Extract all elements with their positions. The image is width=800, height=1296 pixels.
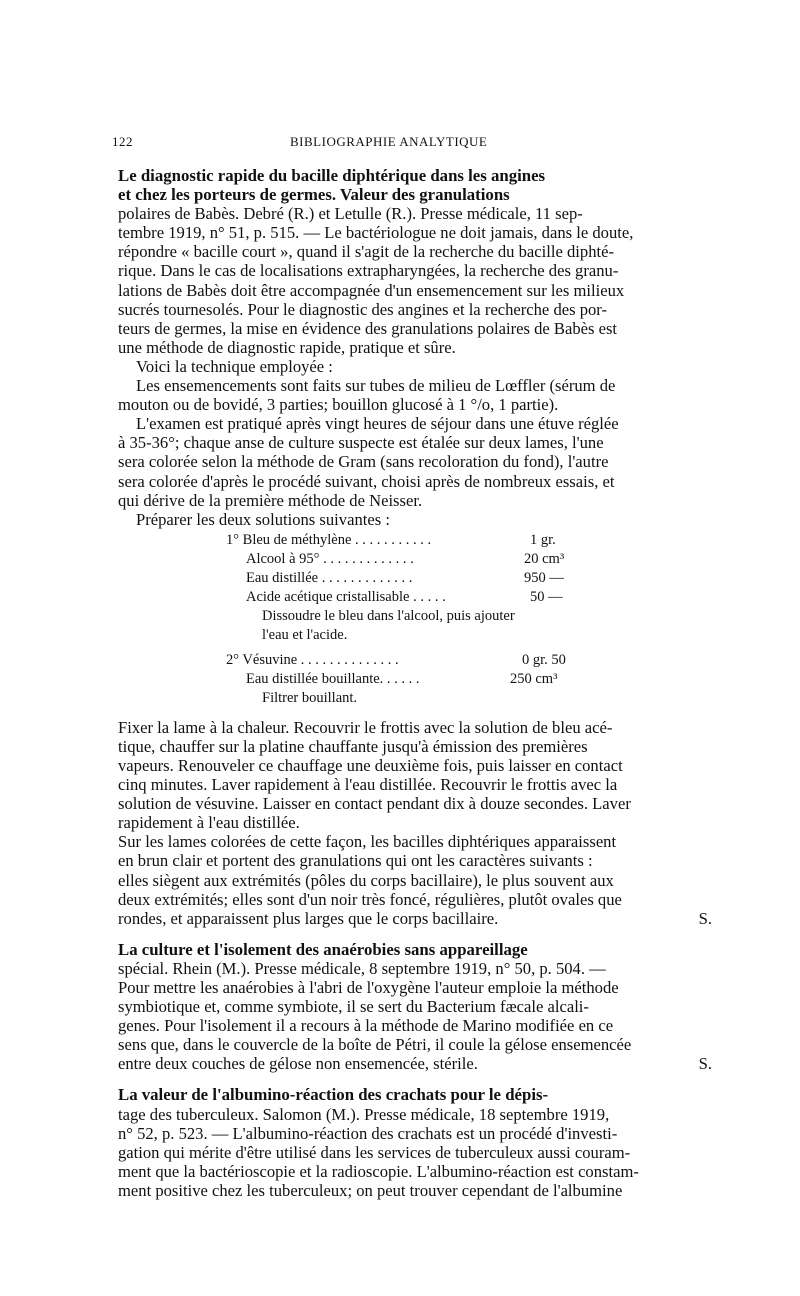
article-title-line: La culture et l'isolement des anaérobies sans appareillage: [118, 939, 528, 959]
recipe-row: [118, 607, 712, 626]
article-title-line: et chez les porteurs de germes. Valeur des granulations: [118, 185, 510, 205]
recipe-label: Eau distillée . . . . . . . . . . . . .: [246, 569, 413, 586]
text-line: [118, 1054, 712, 1073]
recipe-row: [118, 670, 712, 689]
recipe-row: [118, 626, 712, 645]
article-title-line: La valeur de l'albumino-réaction des crachats pour le dépis-: [118, 1085, 549, 1105]
text-line: répondre « bacille court », quand il s'agit de la recherche du bacille diphté-: [118, 242, 614, 262]
article-culture-anaerobies: [118, 940, 712, 1074]
text-line: n° 52, p. 523. — L'albumino-réaction des crachats est un procédé d'investi-: [118, 1123, 618, 1143]
text-fragment: entre deux couches de gélose non ensemencée, stérile.: [118, 1054, 478, 1074]
page-number: 122: [112, 134, 133, 149]
recipe-note: Dissoudre le bleu dans l'alcool, puis ajouter: [262, 607, 515, 624]
text-line: gation qui mérite d'être utilisé dans les services de tuberculeux aussi couram-: [118, 1142, 631, 1162]
text-line: qui dérive de la première méthode de Neisser.: [118, 490, 423, 510]
recipe-quantity: 950 —: [524, 569, 564, 586]
article-citation-line: spécial. Rhein (M.). Presse médicale, 8 septembre 1919, n° 50, p. 504. —: [118, 958, 606, 978]
recipe-label: Acide acétique cristallisable . . . . .: [246, 588, 446, 605]
recipe-row: [118, 550, 712, 569]
running-title: BIBLIOGRAPHIE ANALYTIQUE: [290, 134, 488, 149]
recipe-quantity: 50 —: [530, 588, 563, 605]
text-fragment: rondes, et apparaissent plus larges que le corps bacillaire.: [118, 908, 499, 928]
recipe-row: [118, 588, 712, 607]
text-line: Préparer les deux solutions suivantes :: [136, 509, 390, 529]
author-signature: S.: [698, 908, 712, 928]
text-line: lations de Babès doit être accompagnée d'un ensemencement sur les milieux: [118, 280, 625, 300]
text-line: Pour mettre les anaérobies à l'abri de l'oxygène l'auteur emploie la méthode: [118, 978, 619, 997]
recipe-row: [118, 569, 712, 588]
text-line: Sur les lames colorées de cette façon, les bacilles diphtériques apparaissent: [118, 832, 617, 852]
recipe-row: [118, 689, 712, 708]
text-line: Voici la technique employée :: [136, 356, 333, 376]
recipe-quantity: 20 cm³: [524, 550, 565, 567]
text-line: une méthode de diagnostic rapide, pratique et sûre.: [118, 337, 456, 357]
text-line: en brun clair et portent des granulations qui ont les caractères suivants :: [118, 851, 593, 871]
article-albumino-reaction: [118, 1085, 712, 1200]
text-line: solution de vésuvine. Laisser en contact pendant dix à douze secondes. Laver: [118, 794, 631, 814]
recipe-note: Filtrer bouillant.: [262, 689, 358, 706]
page-body: [118, 166, 712, 1200]
text-line: tembre 1919, n° 51, p. 515. — Le bactériologue ne doit jamais, dans le doute,: [118, 223, 634, 243]
text-line: genes. Pour l'isolement il a recours à la méthode de Marino modifiée en ce: [118, 1016, 614, 1036]
recipe-label: Eau distillée bouillante. . . . . .: [246, 670, 420, 687]
text-line: mouton ou de bovidé, 3 parties; bouillon glucosé à 1 °/o, 1 partie).: [118, 395, 559, 415]
text-line: Les ensemencements sont faits sur tubes de milieu de Lœffler (sérum de: [136, 376, 616, 396]
recipe-row: [118, 651, 712, 670]
text-line: elles siègent aux extrémités (pôles du corps bacillaire), le plus souvent aux: [118, 870, 614, 890]
text-line: sucrés tournesolés. Pour le diagnostic des angines et la recherche des por-: [118, 299, 608, 319]
recipe-label: Alcool à 95° . . . . . . . . . . . . .: [246, 550, 414, 567]
article-citation-line: polaires de Babès. Debré (R.) et Letulle (R.). Presse médicale, 11 sep-: [118, 204, 583, 224]
text-line: rique. Dans le cas de localisations extrapharyngées, la recherche des granu-: [118, 261, 619, 281]
text-line: tique, chauffer sur la platine chauffante jusqu'à émission des premières: [118, 736, 588, 756]
text-line: [118, 909, 712, 928]
author-signature: S.: [698, 1054, 712, 1074]
text-line: sens que, dans le couvercle de la boîte de Pétri, il coule la gélose ensemencée: [118, 1035, 632, 1055]
recipe-solution-2: [118, 651, 712, 708]
text-line: L'examen est pratiqué après vingt heures de séjour dans une étuve réglée: [136, 414, 619, 434]
recipe-label: 1° Bleu de méthylène . . . . . . . . . . .: [226, 531, 432, 548]
text-line: symbiotique et, comme symbiote, il se sert du Bacterium fæcale alcali-: [118, 997, 589, 1017]
text-line: rapidement à l'eau distillée.: [118, 813, 300, 833]
recipe-solution-1: [118, 531, 712, 645]
text-line: ment que la bactérioscopie et la radioscopie. L'albumino-réaction est constam-: [118, 1161, 639, 1181]
recipe-quantity: 1 gr.: [530, 531, 556, 548]
recipe-row: [118, 531, 712, 550]
recipe-label: 2° Vésuvine . . . . . . . . . . . . . .: [226, 651, 399, 668]
recipe-note: l'eau et l'acide.: [262, 626, 348, 643]
article-title-line: Le diagnostic rapide du bacille diphtérique dans les angines: [118, 166, 546, 185]
text-line: ment positive chez les tuberculeux; on peut trouver cependant de l'albumine: [118, 1180, 623, 1200]
text-line: vapeurs. Renouveler ce chauffage une deuxième fois, puis laisser en contact: [118, 755, 623, 775]
text-line: à 35-36°; chaque anse de culture suspecte est étalée sur deux lames, l'une: [118, 433, 604, 453]
text-line: sera colorée selon la méthode de Gram (sans recoloration du fond), l'autre: [118, 452, 609, 472]
text-line: cinq minutes. Laver rapidement à l'eau distillée. Recouvrir le frottis avec la: [118, 775, 618, 795]
article-diagnostic-diphterique: [118, 166, 712, 928]
text-line: teurs de germes, la mise en évidence des granulations polaires de Babès est: [118, 318, 618, 338]
recipe-quantity: 250 cm³: [510, 670, 558, 687]
text-line: deux extrémités; elles sont d'un noir très foncé, régulières, plutôt ovales que: [118, 889, 622, 909]
article-citation-line: tage des tuberculeux. Salomon (M.). Presse médicale, 18 septembre 1919,: [118, 1104, 610, 1124]
text-line: sera colorée d'après le procédé suivant, choisi après de nombreux essais, et: [118, 471, 615, 491]
page-header: [112, 134, 712, 152]
recipe-quantity: 0 gr. 50: [522, 651, 566, 668]
text-line: Fixer la lame à la chaleur. Recouvrir le frottis avec la solution de bleu acé-: [118, 717, 613, 737]
